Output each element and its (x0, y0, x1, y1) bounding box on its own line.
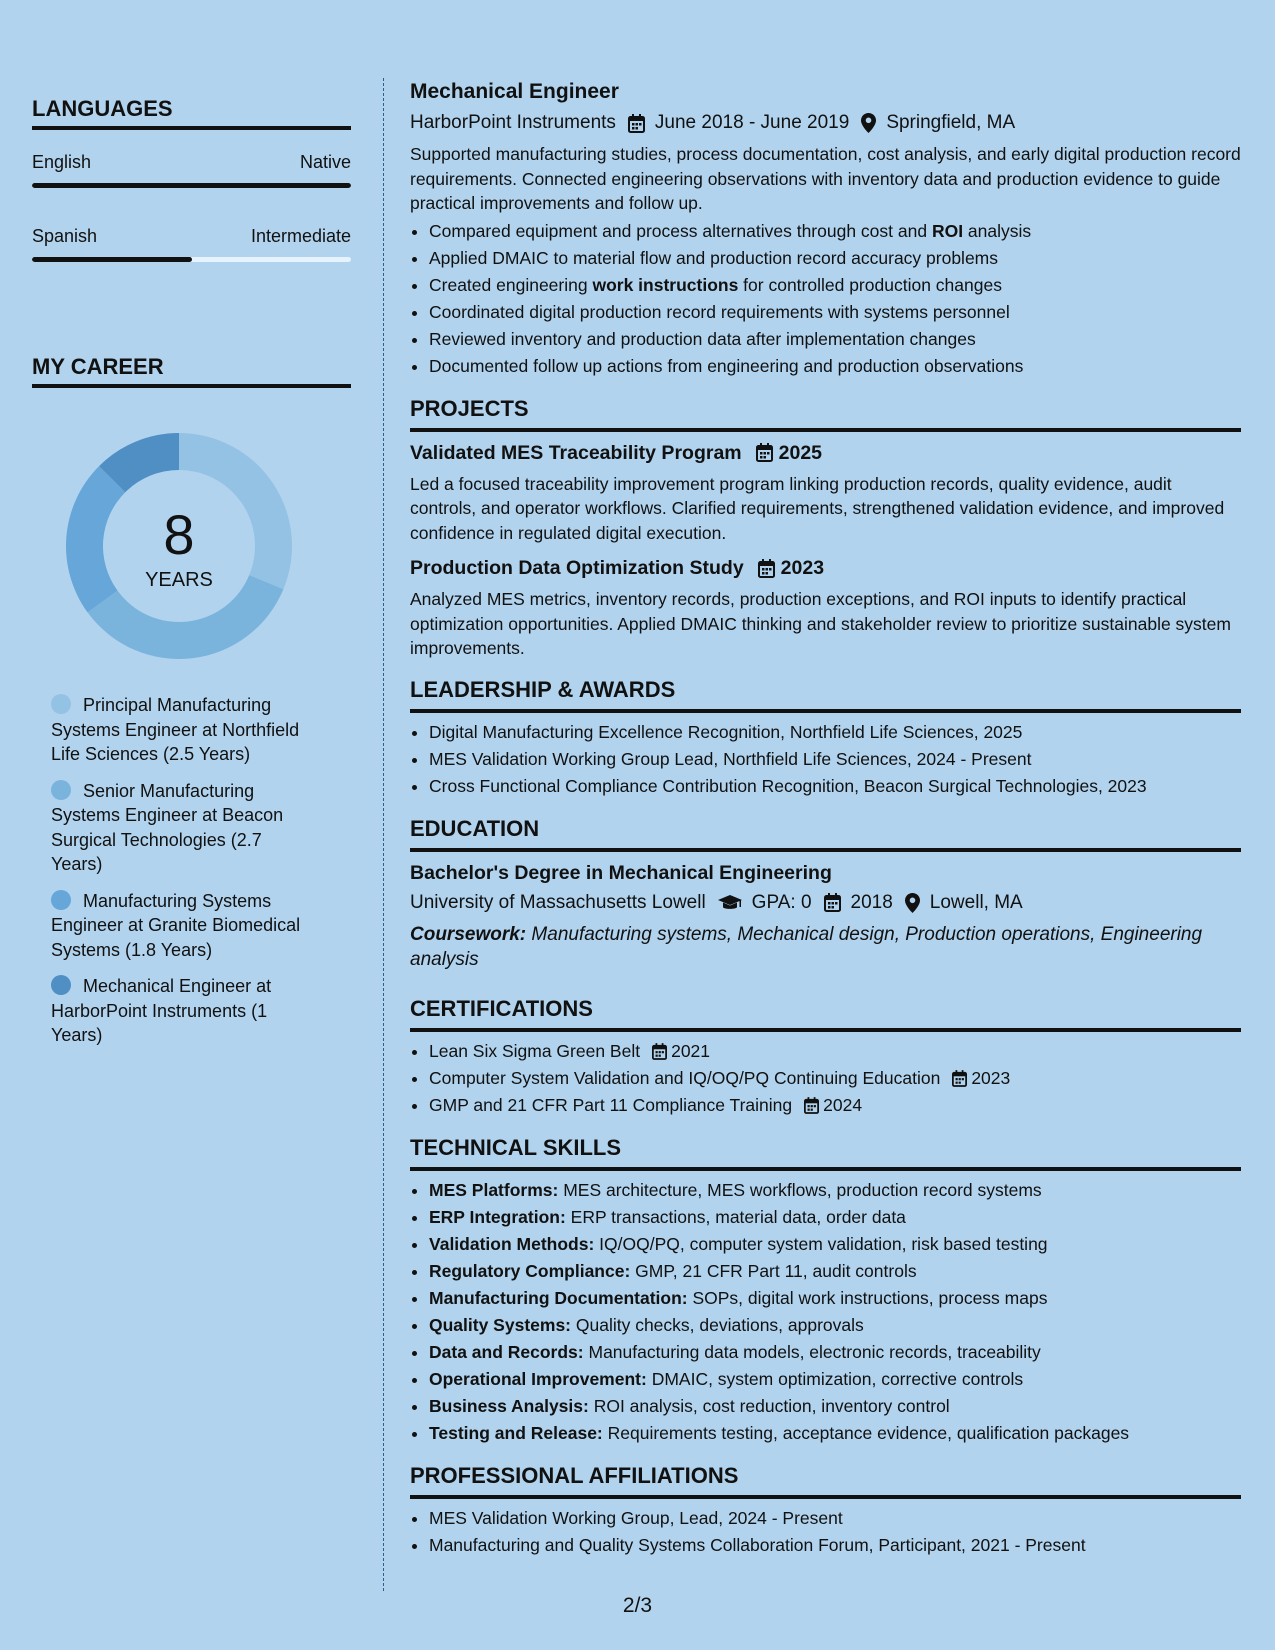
project-year: 2025 (778, 441, 823, 464)
skill-item (429, 1204, 1241, 1231)
certifications-list (410, 1038, 1241, 1119)
education-meta (410, 890, 1241, 916)
coursework (410, 922, 1241, 972)
skill-value: GMP, 21 CFR Part 11, audit controls (630, 1260, 917, 1281)
location-pin-icon (861, 113, 876, 133)
skill-label: Operational Improvement: (429, 1368, 647, 1389)
job-bullet: • Created engineering work instructions for controlled production changes (429, 272, 1241, 299)
leadership-heading: LEADERSHIP & AWARDS (410, 675, 1241, 713)
project-description: Analyzed MES metrics, inventory records, production exceptions, and ROI inputs to identify practical optimization opportunities. Applied DMAIC thinking and stakeholder review to prioritize sustainable system improvements. (410, 589, 1231, 658)
skill-label: Business Analysis: (429, 1395, 589, 1416)
skill-value: ERP transactions, material data, order data (565, 1206, 906, 1227)
job-location: Springfield, MA (886, 112, 1016, 133)
leadership-item: • MES Validation Working Group Lead, Northfield Life Sciences, 2024 - Present (429, 746, 1241, 773)
calendar-icon (758, 559, 775, 578)
language-proficiency-bar (32, 183, 351, 188)
skill-item (429, 1420, 1241, 1447)
project-title: Validated MES Traceability Program (410, 441, 742, 464)
experience-entry (410, 78, 1241, 380)
project-year: 2023 (780, 557, 825, 579)
skill-value: IQ/OQ/PQ, computer system validation, risk based testing (594, 1233, 1048, 1254)
project-title: Production Data Optimization Study (410, 557, 744, 579)
job-bullets (410, 218, 1241, 380)
skill-label: Regulatory Compliance: (429, 1260, 631, 1281)
skill-item (429, 1231, 1241, 1258)
skill-label: ERP Integration: (429, 1206, 566, 1227)
skill-label: MES Platforms: (429, 1179, 559, 1200)
career-legend-item (51, 693, 316, 767)
project-item (410, 555, 1241, 661)
graduation-cap-icon (718, 894, 742, 912)
sidebar (32, 78, 351, 1060)
calendar-icon (804, 1097, 819, 1114)
language-name: English (32, 152, 92, 172)
skill-value: Quality checks, deviations, approvals (571, 1314, 864, 1335)
affiliations-list (410, 1505, 1241, 1559)
affiliation-item: • Manufacturing and Quality Systems Collaboration Forum, Participant, 2021 - Present (429, 1532, 1241, 1559)
job-dates: June 2018 - June 2019 (654, 112, 850, 133)
career-legend-label: Senior Manufacturing Systems Engineer at Beacon Surgical Technologies (2.7 Years) (51, 780, 284, 874)
legend-dot-icon (51, 780, 71, 800)
certifications-heading: CERTIFICATIONS (410, 994, 1241, 1032)
education-heading: EDUCATION (410, 814, 1241, 852)
career-legend-label: Mechanical Engineer at HarborPoint Instruments (1 Years) (51, 976, 272, 1045)
language-proficiency-fill (32, 183, 351, 188)
language-item (32, 152, 351, 188)
legend-dot-icon (51, 975, 71, 995)
school-name: University of Massachusetts Lowell (410, 891, 706, 913)
career-legend-label: Manufacturing Systems Engineer at Granite Biomedical Systems (1.8 Years) (51, 890, 301, 960)
skill-label: Quality Systems: (429, 1314, 571, 1335)
skill-value: SOPs, digital work instructions, process maps (687, 1287, 1048, 1308)
skills-list (410, 1177, 1241, 1447)
gpa: GPA: 0 (751, 891, 812, 913)
skill-item (429, 1258, 1241, 1285)
career-years-label: YEARS (145, 569, 213, 591)
language-item (32, 226, 351, 262)
language-level: Intermediate (250, 226, 351, 246)
skill-item (429, 1312, 1241, 1339)
job-bullet: • Coordinated digital production record requirements with systems personnel (429, 299, 1241, 326)
school-location: Lowell, MA (929, 891, 1023, 913)
skill-label: Validation Methods: (429, 1233, 595, 1254)
job-summary: Supported manufacturing studies, process documentation, cost analysis, and early digital production record requirements. Connected engineering observations with inventory data and production evidence to guide practical improvements and follow up. (410, 144, 1241, 213)
project-description: Led a focused traceability improvement program linking production records, quality evidence, audit controls, and operator workflows. Clarified requirements, strengthened validation evidence, and improved confidence in regulated digital execution. (410, 473, 1225, 543)
skill-value: ROI analysis, cost reduction, inventory control (588, 1395, 950, 1416)
calendar-icon (628, 114, 645, 133)
skill-value: Manufacturing data models, electronic records, traceability (583, 1341, 1041, 1362)
skill-item (429, 1177, 1241, 1204)
skills-heading: TECHNICAL SKILLS (410, 1133, 1241, 1171)
degree-title: Bachelor's Degree in Mechanical Engineering (410, 861, 832, 884)
career-legend (51, 693, 316, 1048)
calendar-icon (824, 893, 841, 912)
project-item (410, 440, 1241, 546)
career-legend-item (51, 974, 316, 1048)
calendar-icon (756, 443, 773, 462)
calendar-icon (652, 1043, 667, 1060)
skill-item (429, 1285, 1241, 1312)
career-donut-chart (66, 433, 292, 659)
language-proficiency-fill (32, 257, 192, 262)
column-divider (383, 78, 384, 1591)
career-legend-item (51, 889, 316, 963)
legend-dot-icon (51, 694, 71, 714)
affiliations-heading: PROFESSIONAL AFFILIATIONS (410, 1461, 1241, 1499)
projects-heading: PROJECTS (410, 394, 1241, 432)
certification-year: 2023 (971, 1067, 1011, 1088)
job-bullet: • Reviewed inventory and production data after implementation changes (429, 326, 1241, 353)
coursework-label: Coursework: (410, 923, 527, 945)
certification-year: 2024 (823, 1094, 863, 1115)
career-legend-label: Principal Manufacturing Systems Engineer at Northfield Life Sciences (2.5 Years) (51, 695, 300, 764)
main-content (410, 78, 1241, 1559)
affiliation-item: • MES Validation Working Group, Lead, 2024 - Present (429, 1505, 1241, 1532)
skill-value: Requirements testing, acceptance evidence, qualification packages (602, 1422, 1130, 1443)
certification-name: • Lean Six Sigma Green Belt (429, 1040, 641, 1061)
legend-dot-icon (51, 890, 71, 910)
certification-item (429, 1065, 1241, 1092)
skill-label: Data and Records: (429, 1341, 584, 1362)
calendar-icon (952, 1070, 967, 1087)
skill-label: Testing and Release: (429, 1422, 603, 1443)
company-name: HarborPoint Instruments (410, 112, 616, 133)
skill-value: DMAIC, system optimization, corrective controls (646, 1368, 1024, 1389)
job-bullet: • Documented follow up actions from engineering and production observations (429, 353, 1241, 380)
job-bullet: • Applied DMAIC to material flow and production record accuracy problems (429, 245, 1241, 272)
languages-heading: LANGUAGES (32, 78, 351, 130)
leadership-item: • Digital Manufacturing Excellence Recognition, Northfield Life Sciences, 2025 (429, 719, 1241, 746)
certification-year: 2021 (671, 1040, 711, 1061)
skill-label: Manufacturing Documentation: (429, 1287, 688, 1308)
language-name: Spanish (32, 226, 98, 246)
language-level: Native (299, 152, 351, 172)
page-number: 2/3 (622, 1594, 653, 1617)
certification-name: • Computer System Validation and IQ/OQ/PQ Continuing Education (429, 1067, 941, 1088)
graduation-year: 2018 (850, 891, 893, 913)
skill-item (429, 1339, 1241, 1366)
certification-item (429, 1092, 1241, 1119)
skill-item (429, 1393, 1241, 1420)
job-bullet: • Compared equipment and process alternatives through cost and ROI analysis (429, 218, 1241, 245)
career-heading: MY CAREER (32, 336, 351, 388)
job-title: Mechanical Engineer (410, 80, 619, 103)
location-pin-icon (905, 893, 920, 913)
career-total-years: 8 (163, 503, 195, 566)
leadership-list (410, 719, 1241, 800)
language-proficiency-bar (32, 257, 351, 262)
leadership-item: • Cross Functional Compliance Contribution Recognition, Beacon Surgical Technologies, 2023 (429, 773, 1241, 800)
certification-item (429, 1038, 1241, 1065)
certification-name: • GMP and 21 CFR Part 11 Compliance Training (429, 1094, 793, 1115)
job-meta (410, 110, 1241, 136)
career-legend-item (51, 779, 316, 877)
coursework-list: Manufacturing systems, Mechanical design, Production operations, Engineering analysis (410, 923, 1203, 970)
skill-item (429, 1366, 1241, 1393)
skill-value: MES architecture, MES workflows, production record systems (558, 1179, 1042, 1200)
